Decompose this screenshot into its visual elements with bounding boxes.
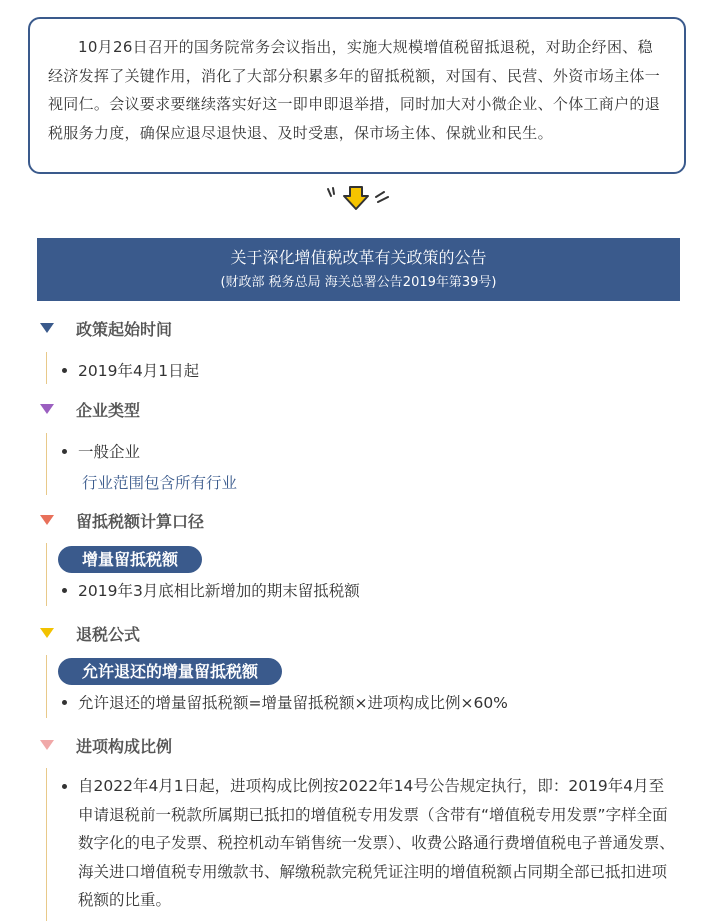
section-enterprise-type-heading (40, 397, 140, 421)
list-item: 自2022年4月1日起，进项构成比例按2022年14号公告规定执行，即：2019年4月至申请退税前一税款所属期已抵扣的增值税专用发票（含带有“增值税专用发票”字样全面数字化的电子发票、税控机动车销售统一发票）、收费公路通行费增值税电子普通发票、海关进口增值税专用缴款书、解缴税款完税凭证注明的增值税额占同期全部已抵扣进项税额的比重。 (78, 772, 678, 915)
section-title: 进项构成比例 (76, 736, 173, 756)
triangle-icon (40, 323, 54, 333)
down-arrow-icon (322, 183, 402, 213)
section-start-time-heading (40, 316, 172, 340)
section-formula-heading (40, 621, 140, 645)
section-pill-label: 增量留抵税额 (58, 546, 202, 573)
triangle-icon (40, 740, 54, 750)
triangle-icon (40, 404, 54, 414)
intro-box (28, 17, 686, 174)
notice-title-bar (37, 238, 680, 301)
notice-subtitle: (财政部 税务总局 海关总署公告2019年第39号) (220, 275, 497, 290)
section-divider-line (46, 543, 47, 606)
intro-text: 10月26日召开的国务院常务会议指出，实施大规模增值税留抵退税，对助企纾困、稳经济发挥了关键作用，消化了大部分积累多年的留抵税额，对国有、民营、外资市场主体一视同仁。会议要求要继续落实好这一即申即退举措，同时加大对小微企业、个体工商户的退税服务力度，确保应退尽退快退、及时受惠，保市场主体、保就业和民生。 (48, 38, 661, 142)
list-item: 一般企业 (78, 440, 140, 462)
section-divider-line (46, 655, 47, 718)
section-pill-label: 允许退还的增量留抵税额 (58, 658, 282, 685)
section-title: 留抵税额计算口径 (76, 511, 205, 531)
section-calc-basis-heading (40, 508, 204, 532)
section-title: 政策起始时间 (76, 319, 173, 339)
notice-title: 关于深化增值税改革有关政策的公告 (230, 248, 487, 267)
list-item: 2019年3月底相比新增加的期末留抵税额 (78, 579, 360, 601)
section-divider-line (46, 433, 47, 495)
list-item: 允许退还的增量留抵税额=增量留抵税额×进项构成比例×60% (78, 691, 508, 713)
scope-note: 行业范围包含所有行业 (82, 474, 238, 492)
section-divider-line (46, 768, 47, 921)
section-title: 退税公式 (76, 624, 141, 644)
section-input-ratio-heading (40, 733, 172, 757)
list-item: 2019年4月1日起 (78, 359, 199, 381)
triangle-icon (40, 515, 54, 525)
section-title: 企业类型 (76, 400, 141, 420)
section-divider-line (46, 352, 47, 384)
triangle-icon (40, 628, 54, 638)
